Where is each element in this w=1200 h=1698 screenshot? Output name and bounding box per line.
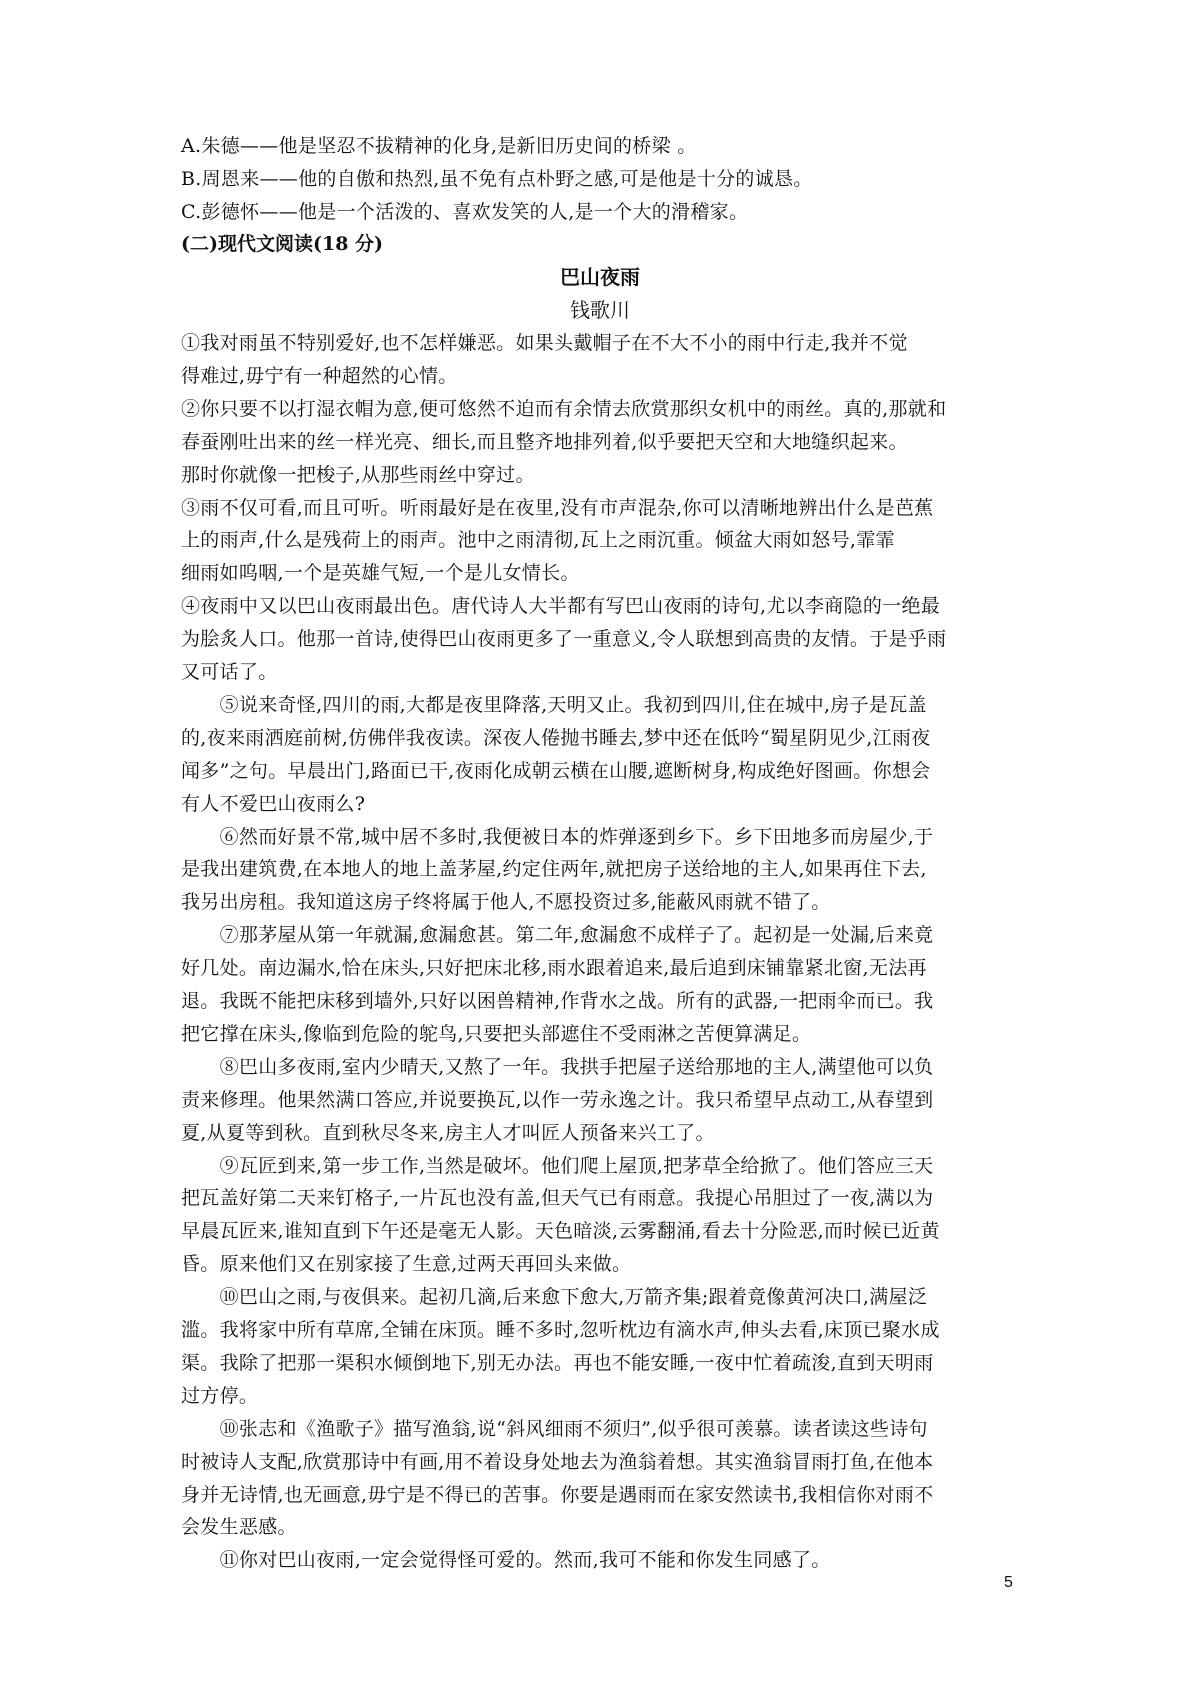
section-heading: (二)现代文阅读(18 分) (181, 233, 384, 255)
option-b: B.周恩来——他的自傲和热烈,虽不免有点朴野之感,可是他是十分的诚恳。 (181, 168, 813, 190)
paragraph-line: 为脍炙人口。他那一首诗,使得巴山夜雨更多了一重意义,令人联想到高贵的友情。于是乎雨 (181, 628, 947, 650)
paragraph-line: ⑩张志和《渔歌子》描写渔翁,说“斜风细雨不须归”,似乎很可羡慕。读者读这些诗句 (181, 1418, 928, 1440)
article-title: 巴山夜雨 (560, 265, 640, 289)
page-number: 5 (1004, 1574, 1013, 1591)
paragraph-line: 细雨如呜咽,一个是英雄气短,一个是儿女情长。 (181, 562, 580, 584)
paragraph-line: 好几处。南边漏水,恰在床头,只好把床北移,雨水跟着追来,最后追到床铺靠紧北窗,无法再 (181, 957, 927, 979)
paragraph-line: 是我出建筑费,在本地人的地上盖茅屋,约定住两年,就把房子送给地的主人,如果再住下去, (181, 858, 927, 880)
paragraph-line: 我另出房租。我知道这房子终将属于他人,不愿投资过多,能蔽风雨就不错了。 (181, 891, 831, 913)
paragraph-line: ③雨不仅可看,而且可听。听雨最好是在夜里,没有市声混杂,你可以清晰地辨出什么是芭蕉 (181, 497, 934, 519)
option-a: A.朱德——他是坚忍不拔精神的化身,是新旧历史间的桥梁 。 (181, 135, 697, 157)
paragraph-line: 春蚕刚吐出来的丝一样光亮、细长,而且整齐地排列着,似乎要把天空和大地缝织起来。 (181, 431, 908, 453)
paragraph-line: ⑦那茅屋从第一年就漏,愈漏愈甚。第二年,愈漏愈不成样子了。起初是一处漏,后来竟 (181, 924, 934, 946)
paragraph-line: ⑪你对巴山夜雨,一定会觉得怪可爱的。然而,我可不能和你发生同感了。 (181, 1549, 831, 1571)
paragraph-line: 把瓦盖好第二天来钉格子,一片瓦也没有盖,但天气已有雨意。我提心吊胆过了一夜,满以为 (181, 1187, 934, 1209)
paragraph-line: 过方停。 (181, 1385, 259, 1407)
paragraph-line: 滥。我将家中所有草席,全铺在床顶。睡不多时,忽听枕边有滴水声,伸头去看,床顶已聚水成 (181, 1319, 940, 1341)
paragraph-line: 上的雨声,什么是残荷上的雨声。池中之雨清彻,瓦上之雨沉重。倾盆大雨如怒号,霏霏 (181, 529, 895, 551)
paragraph-line: 会发生恶感。 (181, 1516, 297, 1538)
article-author: 钱歌川 (570, 298, 630, 322)
paragraph-line: ⑤说来奇怪,四川的雨,大都是夜里降落,天明又止。我初到四川,住在城中,房子是瓦盖 (181, 694, 927, 716)
paragraph-line: 时被诗人支配,欣赏那诗中有画,用不着设身处地去为渔翁着想。其实渔翁冒雨打鱼,在他本 (181, 1451, 934, 1473)
paragraph-line: 那时你就像一把梭子,从那些雨丝中穿过。 (181, 464, 535, 486)
paragraph-line: 责来修理。他果然满口答应,并说要换瓦,以作一劳永逸之计。我只希望早点动工,从春望到 (181, 1089, 934, 1111)
paragraph-line: ⑧巴山多夜雨,室内少晴天,又熬了一年。我拱手把屋子送给那地的主人,满望他可以负 (181, 1056, 934, 1078)
paragraph-line: ④夜雨中又以巴山夜雨最出色。唐代诗人大半都有写巴山夜雨的诗句,尤以李商隐的一绝最 (181, 595, 941, 617)
paragraph-line: 又可话了。 (181, 661, 278, 683)
paragraph-line: 夏,从夏等到秋。直到秋尽冬来,房主人才叫匠人预备来兴工了。 (181, 1122, 715, 1144)
paragraph-line: 渠。我除了把那一渠积水倾倒地下,别无办法。再也不能安睡,一夜中忙着疏浚,直到天明雨 (181, 1352, 934, 1374)
paragraph-line: ②你只要不以打湿衣帽为意,便可悠然不迫而有余情去欣赏那织女机中的雨丝。真的,那就和 (181, 398, 947, 420)
paragraph-line: 得难过,毋宁有一种超然的心情。 (181, 365, 458, 387)
paragraph-line: ⑩巴山之雨,与夜俱来。起初几滴,后来愈下愈大,万箭齐集;跟着竟像黄河决口,满屋泛 (181, 1286, 928, 1308)
paragraph-line: ⑨瓦匠到来,第一步工作,当然是破坏。他们爬上屋顶,把茅草全给掀了。他们答应三天 (181, 1155, 934, 1177)
option-c: C.彭德怀——他是一个活泼的、喜欢发笑的人,是一个大的滑稽家。 (181, 201, 749, 223)
paragraph-line: 昏。原来他们又在别家接了生意,过两天再回头来做。 (181, 1253, 632, 1275)
paragraph-line: ①我对雨虽不特别爱好,也不怎样嫌恶。如果头戴帽子在不大不小的雨中行走,我并不觉 (181, 332, 908, 354)
paragraph-line: 身并无诗情,也无画意,毋宁是不得已的苦事。你要是遇雨而在家安然读书,我相信你对雨不 (181, 1484, 934, 1506)
paragraph-line: 的,夜来雨洒庭前树,仿佛伴我夜读。深夜人倦抛书睡去,梦中还在低吟“蜀星阴见少,江雨夜 (181, 727, 931, 749)
paragraph-line: ⑥然而好景不常,城中居不多时,我便被日本的炸弹逐到乡下。乡下田地多而房屋少,于 (181, 826, 934, 848)
paragraph-line: 早晨瓦匠来,谁知直到下午还是毫无人影。天色暗淡,云雾翻涌,看去十分险恶,而时候已近黄 (181, 1220, 940, 1242)
paragraph-line: 闻多”之句。早晨出门,路面已干,夜雨化成朝云横在山腰,遮断树身,构成绝好图画。你想会 (181, 760, 931, 782)
paragraph-line: 有人不爱巴山夜雨么? (181, 793, 366, 815)
paragraph-line: 退。我既不能把床移到墙外,只好以困兽精神,作背水之战。所有的武器,一把雨伞而已。我 (181, 990, 934, 1012)
paragraph-line: 把它撑在床头,像临到危险的鸵鸟,只要把头部遮住不受雨淋之苦便算满足。 (181, 1023, 812, 1045)
